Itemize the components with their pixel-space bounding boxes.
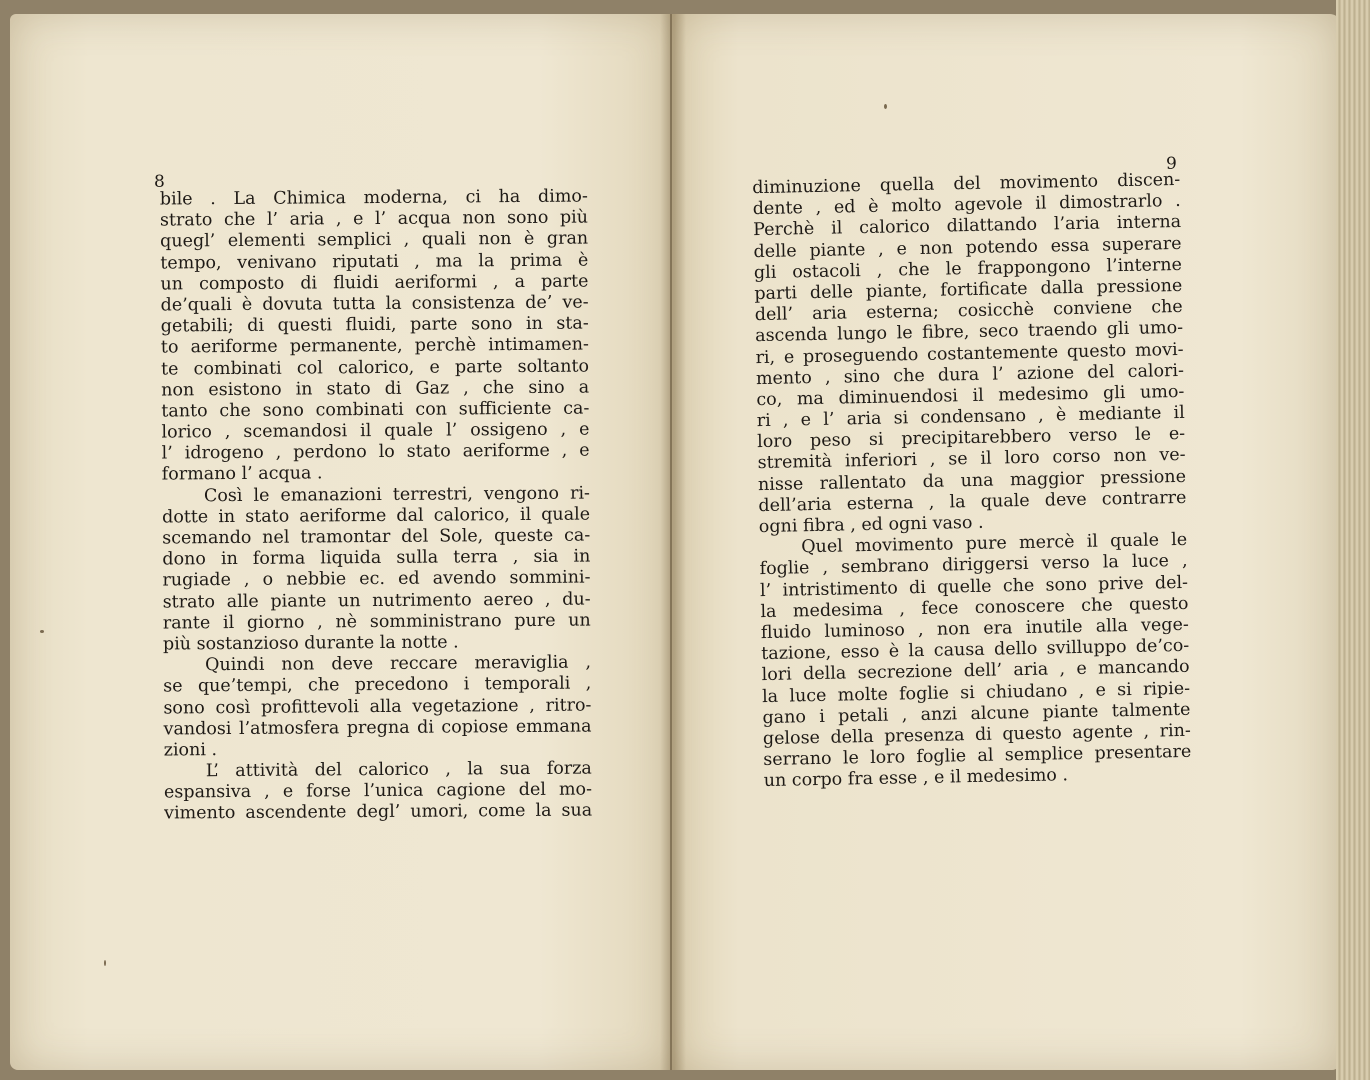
text-line: to aeriforme permanente, perchè intimamen- (160, 334, 589, 358)
text-line: tazione, esso è la causa dello svilluppo de’co- (761, 635, 1190, 665)
text-line: dell’ aria esterna; cosicchè conviene che (754, 297, 1183, 326)
text-line: gano i petali , anzi alcune piante talmente (762, 699, 1191, 728)
text-line: stremità inferiori , se il loro corso non ve- (757, 445, 1186, 474)
text-line: dell’aria esterna , la quale deve contrarre (758, 487, 1187, 516)
text-line: de’quali è dovuta tutta la consistenza de’ ve- (160, 292, 589, 316)
text-line: scemando nel tramontar del Sole, queste ca- (162, 525, 591, 549)
text-line: nisse rallentato da una maggior pressione (757, 466, 1187, 495)
text-line: tanto che sono combinati con sufficiente ca- (161, 398, 590, 422)
text-line: getabili; di questi fluidi, parte sono in sta- (160, 313, 589, 337)
text-line: foglie , sembrano diriggersi verso la luce , (759, 551, 1188, 580)
text-line: ri , e l’ aria si condensano , è mediante il (756, 402, 1185, 432)
left-page-text (160, 187, 592, 826)
text-line: diminuzione quella del movimento discen- (752, 169, 1181, 199)
text-line: bile . La Chimica moderna, ci ha dimo- (159, 186, 588, 210)
text-line: ascenda lungo le fibre, seco traendo gli umo- (754, 318, 1184, 347)
text-line: ogni fibra , ed ogni vaso . (758, 512, 984, 538)
text-line: vimento ascendente degl’ umori, come la sua (164, 800, 593, 824)
text-line: fluido luminoso , non era inutile alla vege- (760, 614, 1189, 644)
text-line: se que’tempi, che precedono i temporali , (163, 673, 592, 697)
text-line: te combinati col calorico, e parte soltanto (160, 356, 590, 379)
text-line: un composto di fluidi aeriformi , a parte (160, 271, 589, 295)
text-line: rugiade , o nebbie ec. ed avendo sommini- (162, 567, 591, 591)
text-line: lorico , scemandosi il quale l’ ossigeno , e (161, 419, 590, 443)
text-line: delle piante , e non potendo essa superare (753, 233, 1182, 262)
text-line: Così le emanazioni terrestri, vengono ri- (203, 483, 590, 506)
text-line: l’ idrogeno , perdono lo stato aeriforme , e (161, 440, 590, 464)
text-line: L’ attività del calorico , la sua forza (205, 758, 592, 782)
text-line: sono così profittevoli alla vegetazione , ritro- (163, 695, 592, 718)
text-line: Perchè il calorico dilattando l’aria interna (752, 212, 1182, 241)
text-line: l’ intristimento di quelle che sono prive del- (759, 572, 1189, 601)
text-line: espansiva , e forse l’unica cagione del mo- (163, 779, 593, 803)
right-page-text (752, 170, 1192, 793)
text-line: la luce molte foglie si chiudano , e si ripie- (761, 678, 1191, 707)
text-line: formano l’ acqua . (161, 463, 323, 485)
text-line: dente , ed è molto agevole il dimostrarlo . (752, 191, 1181, 220)
text-line: dono in forma liquida sulla terra , sia in (162, 546, 591, 570)
text-line: dotte in stato aeriforme dal calorico, il quale (162, 504, 591, 528)
text-line: lori della secrezione dell’ aria , e mancando (761, 657, 1190, 686)
text-line: Quindi non deve reccare meraviglia , (205, 652, 592, 676)
page-edges (1336, 0, 1370, 1080)
text-line: rante il giorno , nè somministrano pure un (162, 610, 591, 634)
right-page-number: 9 (1166, 154, 1177, 174)
text-line: tempo, venivano riputati , ma la prima è (160, 250, 589, 274)
text-line: non esistono in stato di Gaz , che sino a (161, 377, 590, 401)
text-line: parti delle piante, fortificate dalla pressione (754, 275, 1183, 305)
text-line: la medesima , fece conoscere che questo (760, 593, 1189, 622)
left-page-number: 8 (154, 172, 165, 192)
text-line: gelose della presenza di questo agente , rin- (762, 720, 1192, 749)
book-gutter (660, 14, 686, 1070)
text-line: quegl’ elementi semplici , quali non è gran (160, 228, 589, 252)
text-line: serrano le loro foglie al semplice presentare (763, 741, 1192, 771)
text-line: loro peso si precipitarebbero verso le e- (757, 424, 1186, 453)
text-line: mento , sino che dura l’ azione del calori- (755, 360, 1185, 389)
text-line: vandosi l’atmosfera pregna di copiose emmana (163, 716, 592, 740)
paper-speck (104, 960, 106, 966)
paper-speck (40, 630, 44, 633)
text-line: un corpo fra esse , e il medesimo . (763, 765, 1069, 792)
text-line: più sostanzioso durante la notte . (162, 632, 459, 655)
text-line: ri, e proseguendo costantemente questo movi- (755, 339, 1184, 368)
text-line: strato che l’ aria , e l’ acqua non sono più (159, 207, 589, 231)
text-line: Quel movimento pure mercè il quale le (801, 530, 1188, 558)
text-line: strato alle piante un nutrimento aereo , du- (162, 589, 591, 613)
text-line: co, ma diminuendosi il medesimo gli umo- (756, 381, 1185, 410)
text-line: zioni . (163, 739, 218, 761)
text-line: gli ostacoli , che le frappongono l’interne (753, 254, 1183, 283)
paper-speck (884, 104, 887, 109)
